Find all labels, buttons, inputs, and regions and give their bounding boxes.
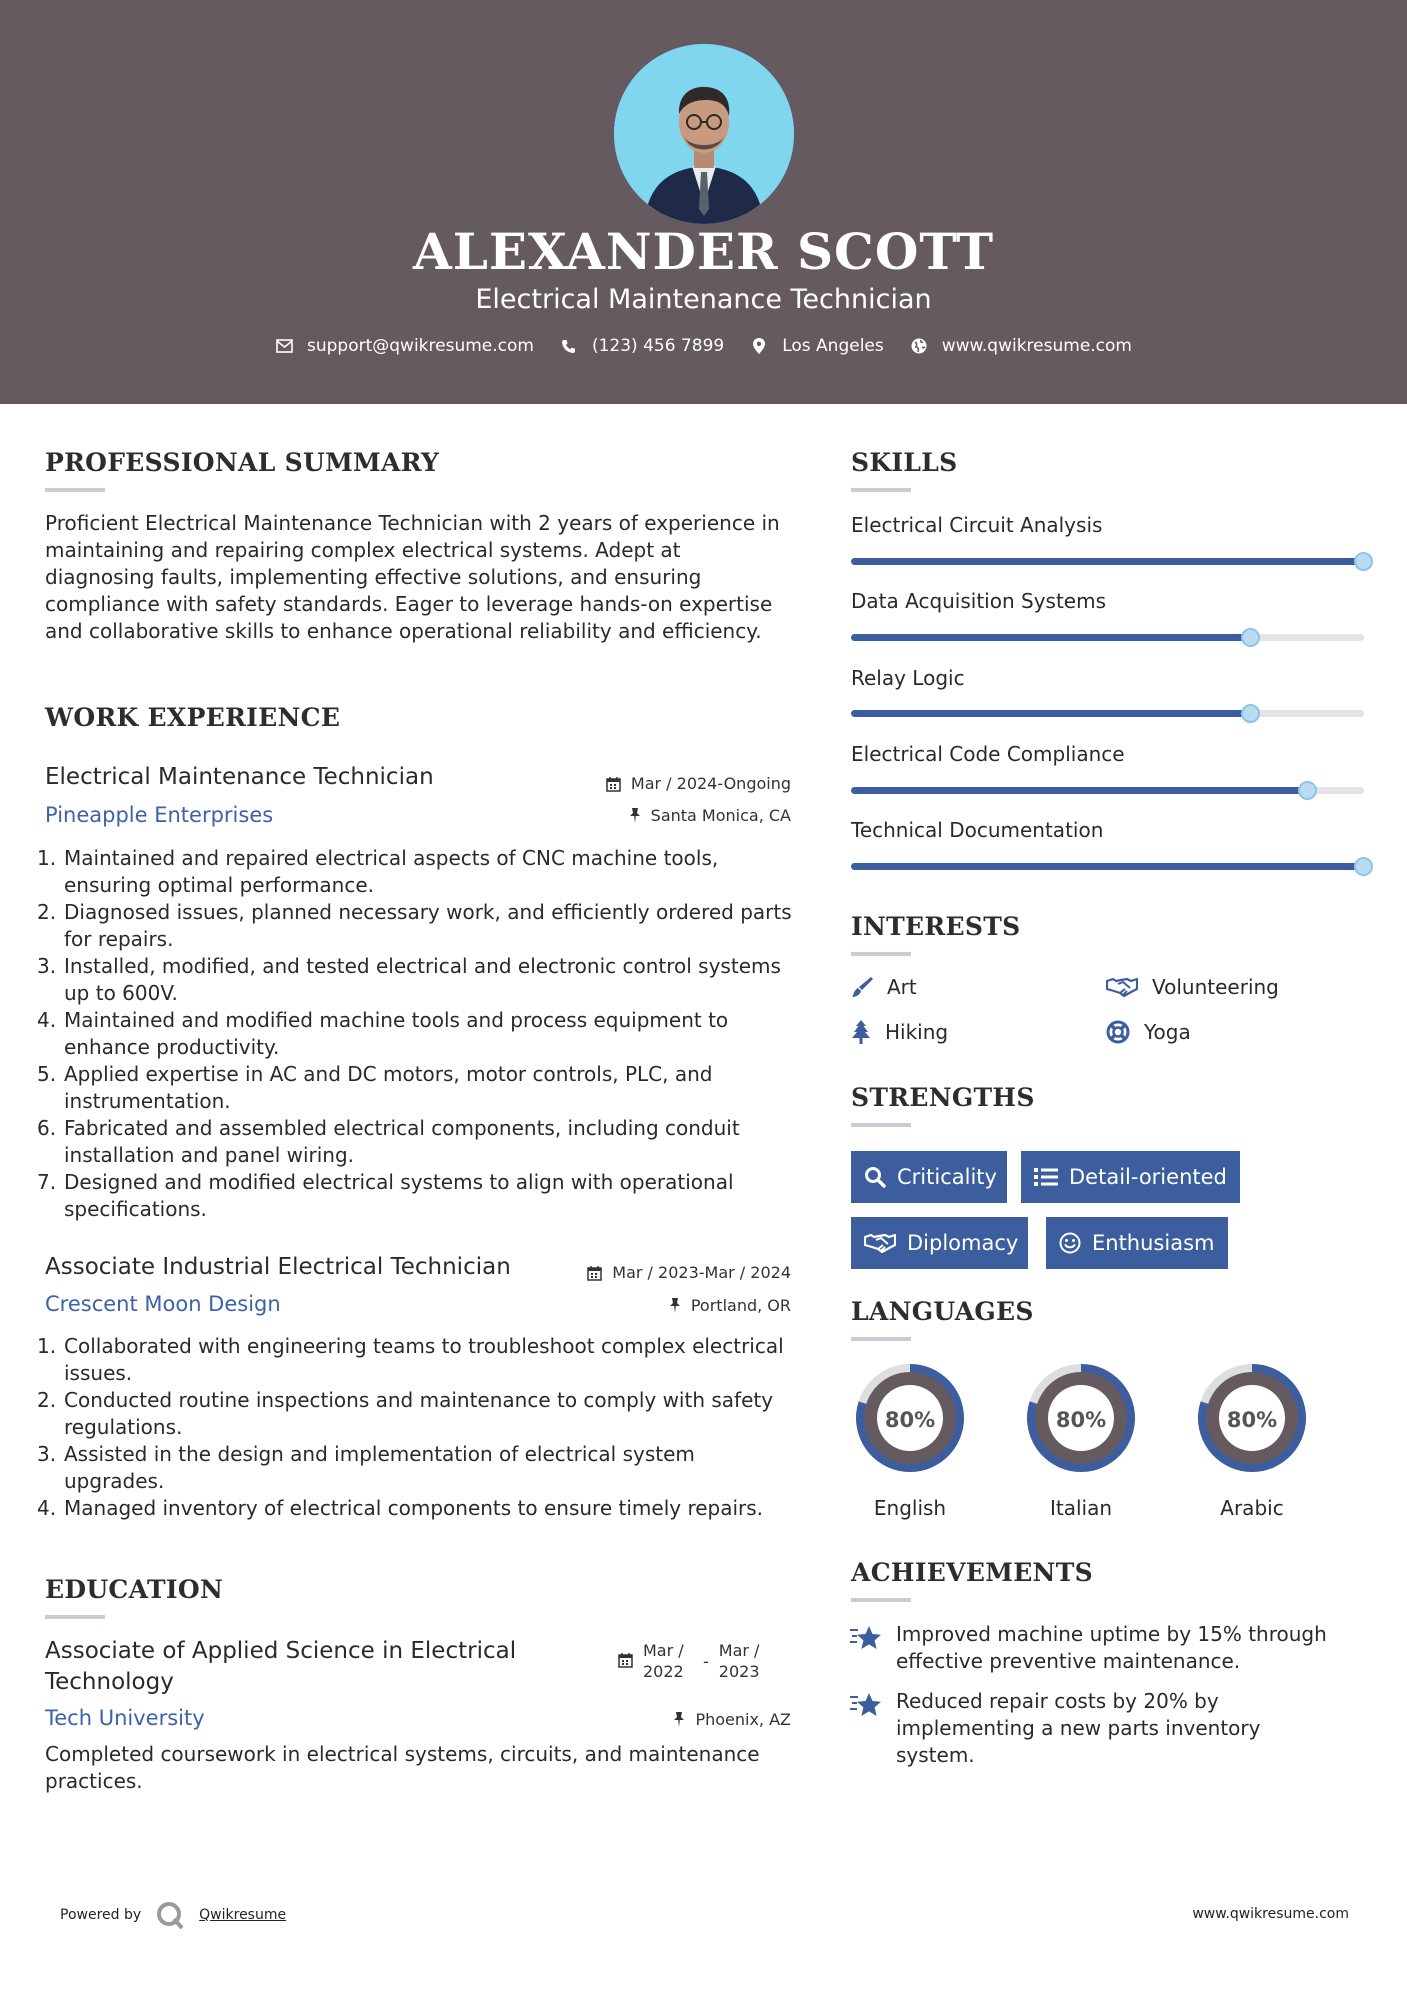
- strength-label: Enthusiasm: [1092, 1231, 1215, 1255]
- strength-label: Detail-oriented: [1069, 1165, 1227, 1189]
- strength-label: Diplomacy: [907, 1231, 1019, 1255]
- star-icon: [849, 1624, 883, 1652]
- language-donut: [1027, 1364, 1135, 1472]
- list-icon: [1034, 1167, 1058, 1187]
- section-divider: [851, 488, 911, 492]
- star-icon: [849, 1691, 883, 1719]
- calendar-icon: [606, 776, 621, 792]
- company-name[interactable]: Crescent Moon Design: [45, 1292, 281, 1316]
- summary-text: Proficient Electrical Maintenance Technician with 2 years of experience in maintaining and repairing complex electrical systems. Adept at diagnosing faults, implementing effective solutions, and ensuring compliance with safety standards. Eager to leverage hands-on expertise and collaborative skills to enhance operational reliability and efficiency.: [45, 511, 780, 643]
- skill-bar-fill: [851, 558, 1364, 565]
- list-item: 5. Applied expertise in AC and DC motors, motor controls, PLC, and instrumentation.: [37, 1062, 713, 1113]
- interest-art: [851, 975, 917, 999]
- tree-icon: [851, 1020, 871, 1044]
- skill-label: Electrical Code Compliance: [851, 742, 1125, 766]
- smile-icon: [1059, 1232, 1081, 1254]
- education-description: Completed coursework in electrical systems, circuits, and maintenance practices.: [45, 1742, 760, 1793]
- pushpin-icon: [669, 1298, 681, 1313]
- list-item: 6. Fabricated and assembled electrical components, including conduit installation and panel wiring.: [37, 1116, 740, 1167]
- email-text: support@qwikresume.com: [307, 336, 534, 356]
- list-item: 1. Maintained and repaired electrical aspects of CNC machine tools, ensuring optimal performance.: [37, 846, 719, 897]
- section-divider: [851, 952, 911, 956]
- handshake-icon: [864, 1233, 896, 1253]
- list-item: 2. Conducted routine inspections and maintenance to comply with safety regulations.: [37, 1388, 774, 1439]
- job-location: [629, 806, 791, 825]
- skill-label: Relay Logic: [851, 666, 965, 690]
- interest-hiking: [851, 1020, 948, 1044]
- paintbrush-icon: [851, 976, 873, 998]
- map-pin-icon: [750, 337, 768, 355]
- list-item: 3. Assisted in the design and implementation of electrical system upgrades.: [37, 1442, 695, 1493]
- contact-location: [750, 336, 884, 356]
- section-divider: [851, 1598, 911, 1602]
- envelope-icon: [275, 337, 293, 355]
- job-location-text: Santa Monica, CA: [650, 806, 791, 825]
- education-location-text: Phoenix, AZ: [695, 1710, 791, 1729]
- language-donut: [1198, 1364, 1306, 1472]
- skill-bar: [851, 710, 1364, 717]
- degree-title: Associate of Applied Science in Electrical Technology: [45, 1638, 517, 1695]
- search-icon: [864, 1166, 886, 1188]
- section-divider: [851, 1123, 911, 1127]
- globe-icon: [910, 337, 928, 355]
- skills-heading: SKILLS: [851, 448, 958, 477]
- footer-brand-link[interactable]: Qwikresume: [199, 1907, 287, 1923]
- interest-label: Hiking: [885, 1020, 949, 1044]
- list-item: 7. Designed and modified electrical systems to align with operational specifications.: [37, 1170, 734, 1221]
- job-duties-list: [37, 845, 800, 1223]
- language-percent: 80%: [1226, 1408, 1278, 1432]
- achievement-text: Improved machine uptime by 15% through effective preventive maintenance.: [896, 1622, 1327, 1673]
- skill-bar-knob: [1241, 628, 1260, 647]
- job-dates: [587, 1263, 791, 1282]
- skill-bar: [851, 558, 1364, 565]
- language-donuts: [848, 1354, 1368, 1484]
- footer-website[interactable]: www.qwikresume.com: [1192, 1906, 1349, 1922]
- pushpin-icon: [673, 1712, 685, 1727]
- skill-bar: [851, 634, 1364, 641]
- job-title: Associate Industrial Electrical Technician: [45, 1254, 511, 1280]
- calendar-icon: [587, 1265, 602, 1281]
- language-label: Italian: [1049, 1496, 1113, 1520]
- skill-bar-fill: [851, 787, 1308, 794]
- interest-volunteering: [1106, 975, 1279, 999]
- footer-powered-by: [60, 1900, 286, 1930]
- candidate-title: Electrical Maintenance Technician: [475, 284, 932, 315]
- achievement-text: Reduced repair costs by 20% by implementing a new parts inventory system.: [896, 1689, 1261, 1767]
- calendar-icon: [618, 1652, 633, 1668]
- job-dates-text: Mar / 2024-Ongoing: [630, 774, 791, 793]
- person-photo-icon: [614, 44, 794, 224]
- skill-bar-knob: [1241, 704, 1260, 723]
- language-percent: 80%: [884, 1408, 936, 1432]
- education-heading: EDUCATION: [45, 1575, 224, 1604]
- list-item: 4. Managed inventory of electrical components to ensure timely repairs.: [37, 1496, 764, 1520]
- section-divider: [45, 1615, 105, 1619]
- interest-label: Volunteering: [1152, 975, 1279, 999]
- skill-bar-fill: [851, 863, 1364, 870]
- skill-bar-knob: [1354, 552, 1373, 571]
- candidate-name: ALEXANDER SCOTT: [412, 222, 995, 281]
- website-text: www.qwikresume.com: [941, 336, 1132, 356]
- strength-badge: [851, 1151, 1007, 1203]
- interest-label: Yoga: [1144, 1020, 1191, 1044]
- language-percent: 80%: [1055, 1408, 1107, 1432]
- resume-header: [0, 0, 1407, 404]
- job-dates-text: Mar / 2023-Mar / 2024: [612, 1263, 791, 1282]
- contact-email[interactable]: [275, 336, 534, 356]
- job-location-text: Portland, OR: [690, 1296, 791, 1315]
- phone-text: (123) 456 7899: [591, 336, 725, 356]
- strength-badge: [1021, 1151, 1240, 1203]
- education-location: [673, 1710, 791, 1729]
- phone-icon: [560, 337, 578, 355]
- skill-bar: [851, 787, 1364, 794]
- qwikresume-logo-icon: [155, 1900, 185, 1930]
- list-item: 1. Collaborated with engineering teams to troubleshoot complex electrical issues.: [37, 1334, 784, 1385]
- skill-label: Technical Documentation: [851, 818, 1104, 842]
- list-item: 4. Maintained and modified machine tools and process equipment to enhance productivity.: [37, 1008, 729, 1059]
- strength-label: Criticality: [897, 1165, 997, 1189]
- job-dates: [606, 774, 791, 793]
- strengths-heading: STRENGTHS: [851, 1083, 1035, 1112]
- location-text: Los Angeles: [782, 336, 884, 356]
- experience-heading: WORK EXPERIENCE: [45, 703, 341, 732]
- section-divider: [45, 488, 105, 492]
- profile-photo: [614, 44, 794, 224]
- language-label: English: [873, 1496, 947, 1520]
- education-start: Mar / 2022: [643, 1641, 684, 1681]
- job-location: [669, 1296, 791, 1315]
- education-dates: [618, 1640, 769, 1682]
- school-name[interactable]: Tech University: [45, 1706, 205, 1730]
- education-end: Mar / 2023: [718, 1641, 760, 1681]
- achievements-heading: ACHIEVEMENTS: [851, 1558, 1093, 1587]
- language-donut: [856, 1364, 964, 1472]
- skill-label: Data Acquisition Systems: [851, 589, 1107, 613]
- summary-heading: PROFESSIONAL SUMMARY: [45, 448, 440, 477]
- company-name[interactable]: Pineapple Enterprises: [45, 803, 274, 827]
- contact-bar: [0, 336, 1407, 356]
- job-duties-list: [37, 1333, 800, 1522]
- handshake-icon: [1106, 977, 1138, 997]
- strength-badge: [1046, 1217, 1228, 1269]
- languages-heading: LANGUAGES: [851, 1297, 1034, 1326]
- contact-website[interactable]: [910, 336, 1132, 356]
- skill-label: Electrical Circuit Analysis: [851, 513, 1103, 537]
- skill-bar-knob: [1354, 857, 1373, 876]
- list-item: 2. Diagnosed issues, planned necessary work, and efficiently ordered parts for repairs.: [37, 900, 792, 951]
- interest-label: Art: [887, 975, 917, 999]
- contact-phone[interactable]: [560, 336, 724, 356]
- list-item: 3. Installed, modified, and tested electrical and electronic control systems up to 600V.: [37, 954, 781, 1005]
- skill-bar-knob: [1298, 781, 1317, 800]
- pushpin-icon: [629, 808, 641, 823]
- skill-bar-fill: [851, 634, 1251, 641]
- date-separator: -: [703, 1652, 709, 1671]
- interests-heading: INTERESTS: [851, 912, 1021, 941]
- interest-yoga: [1106, 1020, 1191, 1044]
- job-title: Electrical Maintenance Technician: [45, 764, 434, 790]
- section-divider: [851, 1337, 911, 1341]
- lifering-icon: [1106, 1020, 1130, 1044]
- skill-bar-fill: [851, 710, 1251, 717]
- skill-bar: [851, 863, 1364, 870]
- powered-by-text: Powered by: [60, 1907, 142, 1923]
- language-label: Arabic: [1220, 1496, 1284, 1520]
- strength-badge: [851, 1217, 1028, 1269]
